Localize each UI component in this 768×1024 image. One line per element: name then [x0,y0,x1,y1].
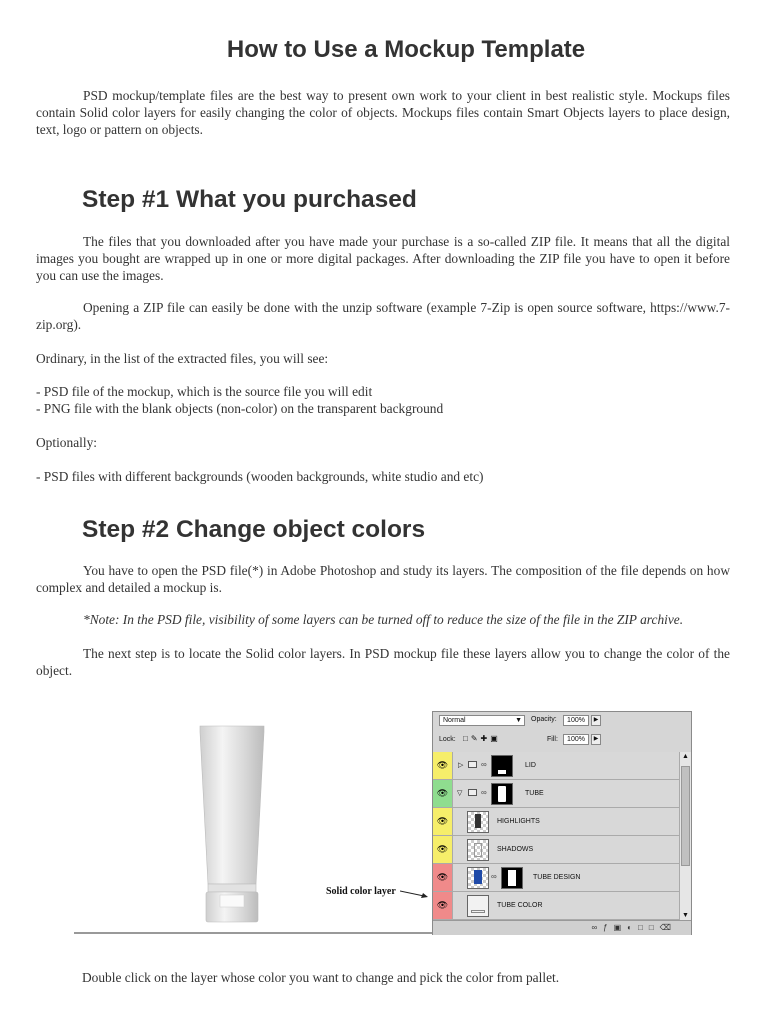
optionally-label: Optionally: [36,435,97,450]
lock-label: Lock: [439,736,456,743]
layer-name: TUBE [525,790,544,797]
step1-paragraph-2: Opening a ZIP file can easily be done with the unzip software (example 7-Zip is open source software, https://www.7-zip.org). [36,300,730,332]
layer-thumbnail [467,811,489,833]
layers-scrollbar[interactable] [679,752,691,920]
collapse-arrow-icon[interactable]: ▽ [457,790,463,797]
step2-paragraph-3: Double click on the layer whose color you want to change and pick the color from pallet. [82,970,560,985]
layer-actions-icons[interactable]: ∞ƒ▣◐□□⌫ [591,923,677,932]
layer-thumbnail [467,839,489,861]
layer-row-shadows[interactable] [433,836,679,864]
blend-mode-value: Normal [443,717,466,724]
eye-icon[interactable]: 👁 [433,864,453,891]
fill-slider-button[interactable]: ▶ [591,734,601,745]
layer-mask-thumbnail [491,783,513,805]
smart-object-thumbnail [467,867,489,889]
arrow-icon [400,888,430,900]
blend-mode-select[interactable] [439,715,525,726]
fill-input[interactable]: 100% [563,734,589,745]
divider [74,932,434,934]
step2-heading: Step #2 Change object colors [82,516,426,543]
step2-note: *Note: In the PSD file, visibility of some layers can be turned off to reduce the size of the file in the ZIP archive. [83,612,684,627]
layer-row-tube[interactable] [433,780,679,808]
layer-row-tube-design[interactable] [433,864,679,892]
layer-row-tube-color[interactable] [433,892,679,920]
eye-icon[interactable]: 👁 [433,808,453,835]
layers-panel-toolbar [433,712,691,753]
folder-icon [468,761,477,768]
layer-name: TUBE COLOR [497,902,543,909]
expand-arrow-icon[interactable]: ▷ [458,762,464,769]
layer-row-highlights[interactable] [433,808,679,836]
layer-row-lid[interactable] [433,752,679,780]
opacity-label: Opacity: [531,716,557,723]
scroll-thumb[interactable] [681,766,690,866]
intro-paragraph: PSD mockup/template files are the best way to present own work to your client in best realistic style. Mockups files contain Solid color layers for easily changing the color of objects. Mockups files contain Smart Objects layers to place design, text, logo or pattern on objects. [36,88,730,137]
layer-mask-thumbnail [501,867,523,889]
list-item: - PSD file of the mockup, which is the source file you will edit [36,384,373,399]
fill-label: Fill: [547,736,558,743]
mockup-figure [74,710,694,936]
eye-icon[interactable]: 👁 [433,752,453,779]
lock-icons[interactable]: □✎✚▣ [463,734,501,743]
scroll-up-icon[interactable]: ▲ [682,753,689,760]
chevron-down-icon: ▼ [515,717,522,724]
tube-mockup-image [198,724,266,924]
step2-paragraph-2: The next step is to locate the Solid color layers. In PSD mockup file these layers allow you to change the color of the object. [36,646,730,678]
step2-paragraph-1: You have to open the PSD file(*) in Adobe Photoshop and study its layers. The composition of the file depends on how complex and detailed a mockup is. [36,563,730,595]
layer-mask-thumbnail [491,755,513,777]
solid-color-thumbnail [467,895,489,917]
layers-panel-footer [433,920,691,935]
photoshop-layers-panel [432,711,692,935]
folder-icon [468,789,477,796]
eye-icon[interactable]: 👁 [433,836,453,863]
layer-name: SHADOWS [497,846,534,853]
eye-icon[interactable]: 👁 [433,780,453,807]
page-title: How to Use a Mockup Template [226,36,586,63]
link-icon: ∞ [491,872,497,881]
layer-name: TUBE DESIGN [533,874,581,881]
opacity-input[interactable]: 100% [563,715,589,726]
list-item: - PSD files with different backgrounds (wooden backgrounds, white studio and etc) [36,469,484,484]
step1-paragraph-1: The files that you downloaded after you have made your purchase is a so-called ZIP file. It means that all the digital images you bought are wrapped up in one or more digital packages. After downloading the ZIP file you have to open it before you can use the images. [36,234,730,283]
layer-name: HIGHLIGHTS [497,818,540,825]
step1-heading: Step #1 What you purchased [82,186,417,213]
layers-list [433,752,679,920]
opacity-slider-button[interactable]: ▶ [591,715,601,726]
solid-color-layer-label: Solid color layer [326,886,396,897]
layer-name: LID [525,762,536,769]
eye-icon[interactable]: 👁 [433,892,453,919]
scroll-down-icon[interactable]: ▼ [682,912,689,919]
link-icon: ∞ [481,788,487,797]
link-icon: ∞ [481,760,487,769]
list-item: - PNG file with the blank objects (non-color) on the transparent background [36,401,444,416]
step1-paragraph-3: Ordinary, in the list of the extracted files, you will see: [36,351,329,366]
